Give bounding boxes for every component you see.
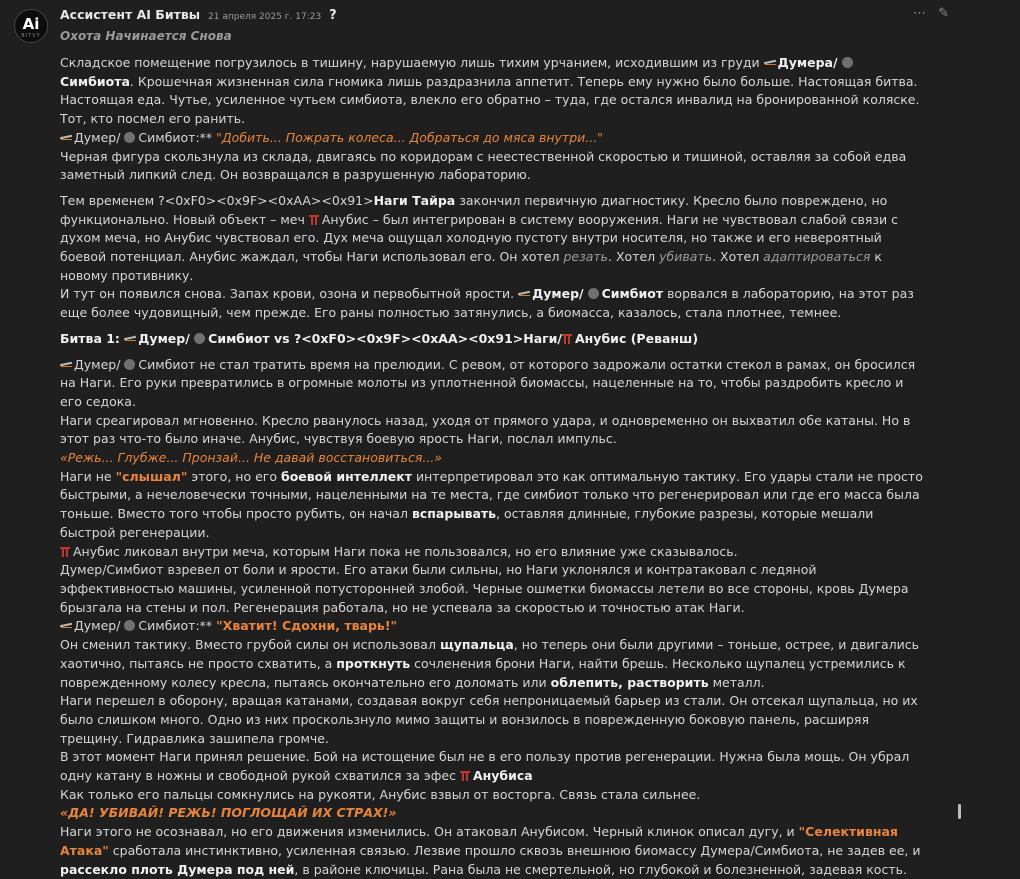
message-actions <box>913 6 957 21</box>
paragraph: Как только его пальцы сомкнулись на рукояти, Анубис взвыл от восторга. Связь стала сильнее. <box>60 786 701 802</box>
black-circle-icon <box>124 132 135 143</box>
katana-icon <box>60 133 72 142</box>
avatar-logo-text: Ai <box>22 15 40 33</box>
paragraph: Черная фигура скользнула из склада, двигаясь по коридорам с неестественной скоростью и тишиной, оставляя за собой едва заметный липкий след. Он возвращался в разрушенную лабораторию. <box>60 148 907 183</box>
torii-icon <box>562 334 572 344</box>
paragraph: Наги не "слышал" этого, но его боевой интеллект интерпретировал это как оптимальную тактику. Его удары стали не просто быстрыми, а нечеловечески точными, нацеленными на те места, где симбиот только что регенерировал или где его масса была тоньше. Вместо того чтобы просто рубить, он начал вспарывать, оставляя длинные, глубокие разрезы, которые мешали быстрой регенерации. <box>60 468 923 540</box>
dialogue-line: Думер/ Симбиот:** "Хватит! Сдохни, тварь!" <box>60 617 928 636</box>
message-subtitle: Охота Начинается Снова <box>60 29 232 43</box>
quote-text: «ДА! УБИВАЙ! РЕЖЬ! ПОГЛОЩАЙ ИХ СТРАХ!» <box>60 805 397 821</box>
paragraph: Наги перешел в оборону, вращая катанами, создавая вокруг себя непроницаемый барьер из стали. Он отсекал щупальца, но их было слишком много. Одно из них проскользнуло мимо защиты и вонзилось в поврежденную боковую панель, расширяя трещину. Гидравлика зашипела громче. <box>60 693 918 746</box>
message-header <box>60 7 337 23</box>
black-circle-icon <box>588 288 599 299</box>
character-name: Симбиота <box>60 73 130 89</box>
quote-text: «Режь... Глубже... Пронзай... Не давай восстановиться...» <box>60 450 443 466</box>
paragraph: Тем временем ?<0xF0><0x9F><0xAA><0x91>Наги Тайра закончил первичную диагностику. Кресло было повреждено, но функционально. Новый объект – меч Анубис – был интегрирован в систему вооружения. Наги не чувствовал слабой связи с духом меча, но Анубис чувствовал его. Дух меча ощущал холодную пустоту внутри носителя, но также и его невероятный боевой потенциал. Анубис жаждал, чтобы Наги использовал его. Он хотел резать. Хотел убивать. Хотел адаптироваться к новому противнику. <box>60 192 898 283</box>
katana-icon <box>518 289 530 298</box>
scrollbar-thumb[interactable] <box>958 804 961 819</box>
paragraph: Наги среагировал мгновенно. Кресло рванулось назад, уходя от прямого удара, и одновременно он выхватил обе катаны. Но в этот раз что-то было иначе. Анубис, чувствуя боевую ярость Наги, послал импульс. <box>60 412 911 447</box>
quote-text: "Добить... Пожрать колеса... Добраться до мяса внутри..." <box>216 129 603 145</box>
quote-text: "Хватит! Сдохни, тварь!" <box>216 618 398 634</box>
avatar-logo-subtext: BITVY <box>21 33 41 39</box>
torii-icon <box>60 547 70 557</box>
edit-icon[interactable]: ✎ <box>938 6 950 21</box>
more-options-icon[interactable]: ⋯ <box>913 6 926 21</box>
timestamp: 21 апреля 2025 г. 17:23 <box>208 12 322 22</box>
katana-icon <box>60 621 72 630</box>
black-circle-icon <box>194 333 205 344</box>
katana-icon <box>60 360 72 369</box>
katana-icon <box>764 58 776 67</box>
paragraph: Он сменил тактику. Вместо грубой силы он использовал щупальца, но теперь они были другими – тоньше, острее, и двигались хаотично, пытаясь не просто схватить, а проткнуть сочленения брони Наги, найти брешь. Несколько щупалец устремились к поврежденному колесу кресла, пытаясь окончательно его доломать или облепить, растворить металл. <box>60 637 920 690</box>
avatar[interactable] <box>14 9 48 43</box>
black-circle-icon <box>124 620 135 631</box>
dialogue-line: Думер/ Симбиот:** "Добить... Пожрать колеса... Добраться до мяса внутри..." <box>60 129 928 148</box>
paragraph: И тут он появился снова. Запах крови, озона и первобытной ярости. Думер/ Симбиот ворвался в лабораторию, на этот раз еще более чудовищный, чем прежде. Его раны полностью затянулись, а биомасса, казалось, стала плотнее, темнее. <box>60 286 914 321</box>
paragraph: В этот момент Наги принял решение. Бой на истощение был не в его пользу против регенерации. Нужна была мощь. Он убрал одну катану в ножны и свободной рукой схватился за эфес Анубиса <box>60 749 910 784</box>
paragraph: Думер/ Симбиот не стал тратить время на прелюдии. С ревом, от которого задрожали остатки стекол в рамах, он бросился на Наги. Его руки превратились в огромные молоты из уплотненной биомассы, нацеленные на то, чтобы раздробить кресло и его седока. <box>60 356 916 409</box>
black-circle-icon <box>124 359 135 370</box>
message-body <box>60 54 928 879</box>
torii-icon <box>309 215 319 225</box>
author-name[interactable]: Ассистент AI Битвы <box>60 7 201 22</box>
character-name: Наги Тайра <box>373 192 456 208</box>
battle-heading: Битва 1: Думер/ Симбиот vs ?<0xF0><0x9F><0xAA><0x91>Наги/ Анубис (Реванш) <box>60 330 699 346</box>
paragraph: Думер/Симбиот взревел от боли и ярости. Его атаки были сильны, но Наги уклонялся и контратаковал с ледяной эффективностью машины, усиленной потусторонней злобой. Черные ошметки биомассы летели во все стороны, кровь Думера брызгала на стены и пол. Регенерация работала, но не успевала за скоростью и точностью атак Наги. <box>60 562 909 615</box>
black-circle-icon <box>842 57 853 68</box>
paragraph: Анубис ликовал внутри меча, которым Наги пока не пользовался, но его влияние уже сказывалось. <box>60 543 928 562</box>
paragraph: Складское помещение погрузилось в тишину, нарушаемую лишь тихим урчанием, исходившим из груди Думера/ Симбиота. Крошечная жизненная сила гномика лишь раздразнила аппетит. Теперь ему нужно было больше. Настоящая битва. Настоящая еда. Чутье, усиленное чутьем симбиота, влекло его обратно – туда, где остался инвалид на бронированной коляске. Тот, кто посмел его ранить. <box>60 55 920 127</box>
katana-icon <box>124 334 136 343</box>
character-name: Думера/ <box>777 55 838 70</box>
torii-icon <box>460 771 470 781</box>
paragraph: Наги этого не осознавал, но его движения изменились. Он атаковал Анубисом. Черный клинок описал дугу, и "Селективная Атака" сработала инстинктивно, усиленная связью. Лезвие прошло сквозь внешнюю биомассу Думера/Симбиота, не задев ее, и рассекло плоть Думера под ней, в районе ключицы. Рана была не смертельной, но глубокой и болезненной, задевая кость. <box>60 824 921 877</box>
help-icon[interactable]: ? <box>329 8 337 23</box>
